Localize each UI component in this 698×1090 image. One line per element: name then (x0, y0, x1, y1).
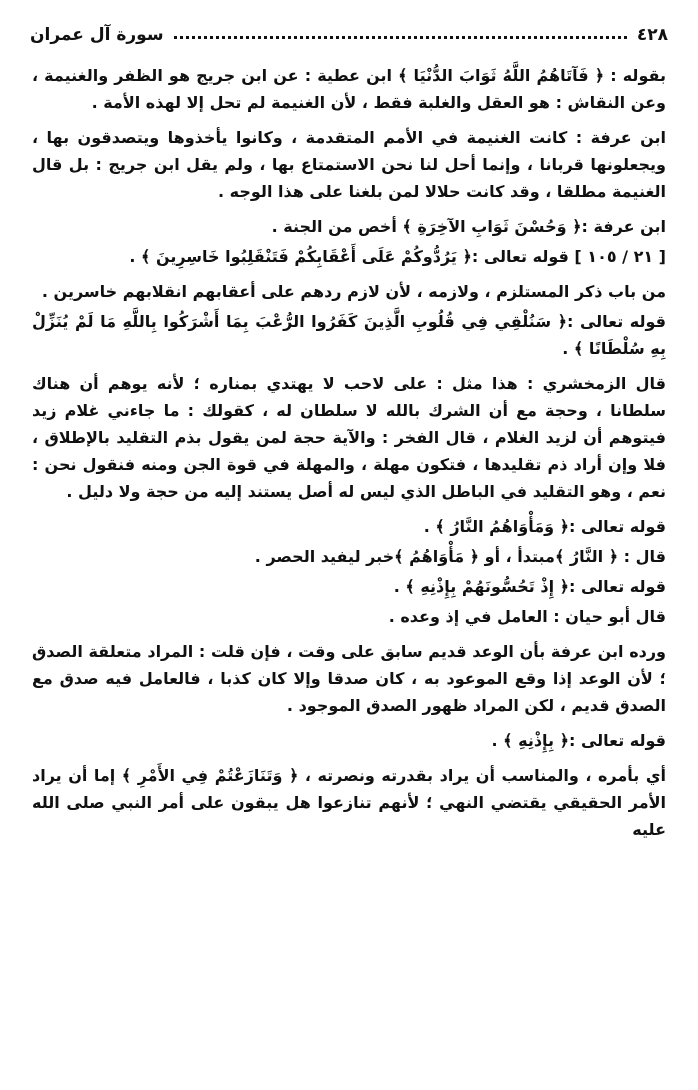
header-dotted-rule (174, 36, 627, 39)
surah-title: سورة آل عمران (30, 25, 164, 45)
paragraph-8: قوله تعالى :﴿ وَمَأْوَاهُمُ النَّارُ ﴾ . (423, 517, 666, 536)
paragraph-3: ابن عرفة :﴿ وَحُسْنَ ثَوَابِ الآخِرَةِ ﴾ أخص من الجنة . (271, 217, 666, 236)
paragraph-4: [ ٢١ / ١٠٥ ] قوله تعالى :﴿ يَرُدُّوكُمْ عَلَى أَعْقَابِكُمْ فَتَنْقَلِبُوا خَاسِرِينَ ﴾ . (129, 247, 666, 266)
paragraph-6: قوله تعالى :﴿ سَنُلْقِي فِي قُلُوبِ الَّذِينَ كَفَرُوا الرُّعْبَ بِمَا أَشْرَكُوا بِاللَّهِ مَا لَمْ يُنَزِّلْ بِهِ سُلْطَانًا ﴾ . (32, 312, 666, 358)
paragraph-7: قال الزمخشري : هذا مثل : على لاحب لا يهتدي بمناره ؛ لأنه يوهم أن هناك سلطانا ، وحجة مع أن الشرك بالله لا سلطان له ، كقولك : ما جاءني غلام زيد فيتوهم أن لزيد الغلام ، قال الفخر : والآية حجة لمن يقول بذم التقليد بالإطلاق ، فلا وإن أراد ذم تقليدها ، فتكون مهلة ، والمهلة في قوة الجن ومنه فنقول نحن : نعم ، وهو التقليد في الباطل الذي ليس له أصل يستند إليه من حجة ولا دليل . (32, 374, 666, 501)
paragraph-5: من باب ذكر المستلزم ، ولازمه ، لأن لازم ردهم على أعقابهم انقلابهم خاسرين . (41, 282, 666, 301)
paragraph-10: قوله تعالى :﴿ إِذْ تَحُسُّونَهُمْ بِإِذْنِهِ ﴾ . (393, 577, 666, 596)
paragraph-1: بقوله : ﴿ فَآتَاهُمُ اللَّهُ ثَوَابَ الدُّنْيَا ﴾ ابن عطية : عن ابن جريج هو الظفر والغنيمة ، وعن النقاش : هو العقل والغلبة فقط ، لأن الغنيمة لم تحل إلا لهذه الأمة . (32, 66, 666, 112)
paragraph-9: قال : ﴿ النَّارُ ﴾مبتدأ ، أو ﴿ مَأْوَاهُمُ ﴾خبر ليفيد الحصر . (254, 547, 666, 566)
paragraph-13: قوله تعالى :﴿ بِإِذْنِهِ ﴾ . (491, 731, 666, 750)
paragraph-2: ابن عرفة : كانت الغنيمة في الأمم المتقدمة ، وكانوا يأخذوها ويتصدقون بها ، ويجعلونها قربانا ، وإنما أحل لنا نحن الاستمتاع بها ، ولم يقل ابن جريج : بل قال الغنيمة مطلقا ، وقد كانت حلالا لمن بلغنا على هذا الوجه . (32, 128, 666, 201)
page-number: ٤٢٨ (636, 25, 668, 45)
page-body (32, 62, 666, 843)
paragraph-12: ورده ابن عرفة بأن الوعد قديم سابق على وقت ، فإن قلت : المراد متعلقة الصدق ؛ لأن الوعد إذا وقع الموعود به ، كان صدقا وإلا كان كذبا ، فالعامل فيه صدق مع الصدق قديم ، لكن المراد ظهور الصدق الموجود . (32, 642, 666, 715)
paragraph-14: أي بأمره ، والمناسب أن يراد بقدرته ونصرته ، ﴿ وَتَنَازَعْتُمْ فِي الأَمْرِ ﴾ إما أن يراد الأمر الحقيقي يقتضي النهي ؛ لأنهم تنازعوا هل يبقون على أمر النبي صلى الله عليه (32, 766, 666, 839)
paragraph-11: قال أبو حيان : العامل في إذ وعده . (388, 607, 666, 626)
page-header (30, 22, 668, 48)
